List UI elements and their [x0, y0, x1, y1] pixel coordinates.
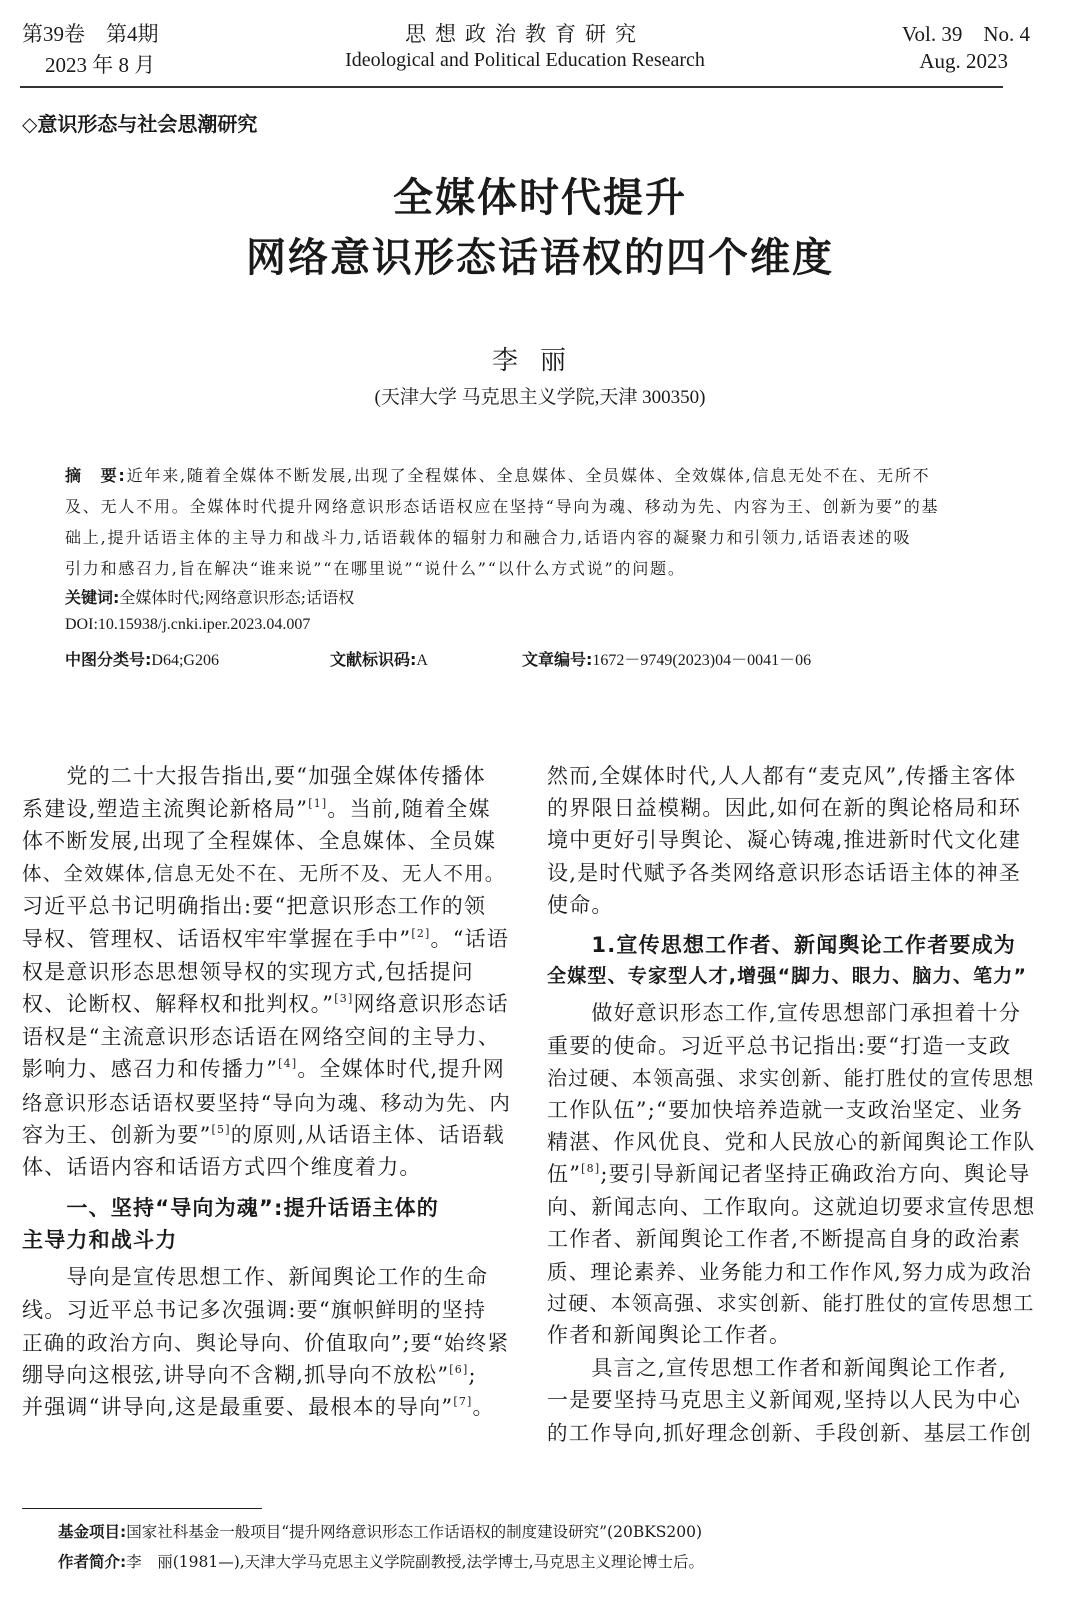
body-text-line	[547, 1352, 1007, 1382]
body-text-line	[22, 890, 486, 920]
article-title-line-2: 网络意识形态话语权的四个维度	[246, 235, 834, 281]
date-cn: 2023 年 8 月	[45, 53, 156, 77]
line-text: 具言之,宣传思想工作者和新闻舆论工作者,	[547, 1355, 1007, 1380]
bio-label: 作者简介:	[58, 1553, 127, 1571]
line-text: 工作者、新闻舆论工作者,不断提高自身的政治素	[547, 1226, 1022, 1251]
body-text-line	[22, 1086, 511, 1116]
line-text-after-citation: 的原则,从话语主体、话语载	[230, 1122, 506, 1147]
volume-issue-en: Vol. 39 No. 4	[902, 22, 1030, 46]
citation-ref: [1]	[308, 796, 328, 810]
line-text: 重要的使命。习近平总书记指出:要“打造一支政	[547, 1033, 1012, 1058]
line-text-after-citation: 。“话语	[430, 927, 510, 951]
line-text: 做好意识形态工作,宣传思想部门承担着十分	[547, 1001, 1022, 1026]
line-text: 正确的政治方向、舆论导向、价值取向”;要“始终紧	[22, 1331, 510, 1356]
line-text: 作者和新闻舆论工作者。	[547, 1323, 792, 1348]
line-text-after-citation: 。	[472, 1395, 495, 1420]
volume-issue-cn: 第39卷 第4期	[22, 22, 159, 46]
body-text-line	[22, 1053, 505, 1083]
body-text-line	[22, 825, 496, 855]
body-text-line	[547, 857, 1021, 887]
line-text: 容为王、创新为要”	[22, 1122, 212, 1147]
line-text: 权、论断权、解释权和批判权。”	[22, 992, 335, 1017]
line-text: 语权是“主流意识形态话语在网络空间的主导力、	[22, 1024, 501, 1049]
line-text: 导向是宣传思想工作、新闻舆论工作的生命	[22, 1265, 489, 1289]
article-no-label: 文章编号:	[522, 650, 593, 669]
line-text: 党的二十大报告指出,要“加强全媒体传播体	[22, 764, 486, 788]
citation-ref: [6]	[449, 1362, 469, 1376]
line-text-after-citation: 网络意识形态话	[353, 992, 509, 1017]
footnote-bio	[58, 1550, 704, 1572]
abstract-line: 及、无人不用。全媒体时代提升网络意识形态话语权应在坚持“导向为魂、移动为先、内容为王、创新为要”的基	[65, 497, 940, 516]
body-text-line	[22, 1294, 486, 1324]
citation-ref: [2]	[411, 927, 431, 940]
body-text-line	[547, 1030, 1011, 1060]
citation-ref: [5]	[211, 1122, 231, 1136]
line-text: 全媒型、专家型人才,增强“脚力、眼力、脑力、笔力”	[547, 965, 1028, 988]
body-text-line	[547, 1416, 1032, 1446]
body-text-line	[547, 1384, 1021, 1414]
body-text-line	[547, 889, 614, 919]
body-text-line	[22, 923, 509, 953]
header-rule	[20, 86, 1003, 88]
line-text: 境中更好引导舆论、凝心铸魂,推进新时代文化建	[547, 828, 1022, 853]
section-heading-line	[22, 1224, 177, 1254]
body-text-line	[547, 1158, 1030, 1188]
body-text-line	[547, 1255, 1032, 1285]
line-text: 质、理论素养、业务能力和工作作风,努力成为政治	[547, 1260, 1033, 1284]
line-text: 影响力、感召力和传播力”	[22, 1057, 279, 1082]
body-text-line	[547, 1191, 1035, 1221]
body-text-line	[22, 1021, 500, 1051]
line-text: 治过硬、本领高强、求实创新、能打胜仗的宣传思想	[547, 1065, 1035, 1090]
journal-title-cn: 思想政治教育研究	[405, 22, 645, 46]
body-text-line	[547, 1287, 1035, 1316]
classification-article-no	[522, 647, 811, 670]
line-text: 权是意识形态思想领导权的实现方式,包括提问	[22, 959, 474, 984]
line-text: 导权、管理权、话语权牢牢掌握在手中”	[22, 927, 412, 951]
body-text-line	[22, 956, 474, 986]
author-affiliation: (天津大学 马克思主义学院,天津 300350)	[374, 387, 706, 408]
body-text-line	[22, 1261, 488, 1291]
body-text-line	[547, 1126, 1035, 1156]
line-text: 的工作导向,抓好理念创新、手段创新、基层工作创	[547, 1421, 1033, 1445]
section-label: ◇意识形态与社会思潮研究	[22, 112, 258, 136]
doc-code-label: 文献标识码:	[330, 650, 417, 669]
line-text: 设,是时代赋予各类网络意识形态话语主体的神圣	[547, 860, 1022, 885]
citation-ref: [8]	[581, 1162, 601, 1176]
body-text-line	[547, 1223, 1021, 1253]
line-text-after-citation: 。当前,随着全媒	[327, 796, 491, 821]
line-text: 向、新闻志向、工作取向。这就迫切要求宣传思想	[547, 1194, 1036, 1219]
abstract-line: 础上,提升话语主体的主导力和战斗力,话语载体的辐射力和融合力,话语内容的凝聚力和引领力,话语表述的吸	[65, 528, 912, 547]
line-text: 体不断发展,出现了全程媒体、全息媒体、全员媒	[22, 829, 497, 854]
body-text-line	[547, 1319, 791, 1349]
clc-value: D64;G206	[151, 652, 219, 669]
clc-label: 中图分类号:	[65, 650, 152, 669]
line-text: 线。习近平总书记多次强调:要“旗帜鲜明的坚持	[22, 1297, 487, 1322]
article-no-value: 1672－9749(2023)04－0041－06	[592, 652, 812, 669]
doi: DOI:10.15938/j.cnki.iper.2023.04.007	[65, 616, 311, 633]
keywords-value: 全媒体时代;网络意识形态;话语权	[119, 588, 355, 607]
body-text-line	[547, 792, 1021, 822]
citation-ref: [4]	[278, 1057, 298, 1071]
body-text-line	[22, 1326, 509, 1356]
keywords-label: 关键词:	[65, 588, 120, 607]
line-text: 精湛、作风优良、党和人民放心的新闻舆论工作队	[547, 1130, 1036, 1155]
line-text-after-citation: ;	[468, 1362, 477, 1387]
classification-doc-code	[330, 647, 428, 670]
abstract-line	[65, 463, 930, 486]
line-text: 过硬、本领高强、求实创新、能打胜仗的宣传思想工	[547, 1291, 1035, 1316]
body-text-line	[547, 997, 1021, 1027]
line-text: 并强调“讲导向,这是最重要、最根本的导向”	[22, 1395, 454, 1420]
line-text: 习近平总书记明确指出:要“把意识形态工作的领	[22, 894, 487, 919]
line-text: 一是要坚持马克思主义新闻观,坚持以人民为中心	[547, 1387, 1022, 1412]
line-text: 络意识形态话语权要坚持“导向为魂、移动为先、内	[22, 1091, 512, 1115]
section-heading-line	[547, 961, 1027, 988]
citation-ref: [7]	[453, 1395, 473, 1409]
line-text-after-citation: 。全媒体时代,提升网	[297, 1057, 506, 1082]
author-name: 李丽	[491, 346, 588, 375]
line-text: 主导力和战斗力	[22, 1228, 178, 1253]
body-text-line	[547, 824, 1021, 854]
article-title-line-1: 全媒体时代提升	[393, 175, 687, 221]
footnote-rule	[22, 1508, 262, 1509]
fund-value: 国家社科基金一般项目“提升网络意识形态工作话语权的制度建设研究”(20BKS200)	[126, 1523, 703, 1541]
body-text-line	[22, 1151, 422, 1181]
line-text: 系建设,塑造主流舆论新格局”	[22, 796, 309, 821]
classification-clc	[65, 647, 219, 670]
citation-ref: [3]	[334, 992, 354, 1006]
doc-code-value: A	[416, 652, 428, 669]
line-text: 然而,全媒体时代,人人都有“麦克风”,传播主客体	[547, 764, 1017, 788]
line-text: 伍”	[547, 1162, 582, 1187]
line-text: 工作队伍”;“要加快培养造就一支政治坚定、业务	[547, 1098, 1024, 1122]
line-text: 一、坚持“导向为魂”:提升话语主体的	[22, 1195, 439, 1220]
body-text-line	[547, 1094, 1023, 1124]
fund-label: 基金项目:	[58, 1523, 127, 1541]
body-text-line	[22, 1391, 495, 1421]
line-text: 使命。	[547, 892, 614, 917]
abstract-line: 引力和感召力,旨在解决“谁来说”“在哪里说”“说什么”“以什么方式说”的问题。	[65, 559, 686, 578]
abstract-text: 近年来,随着全媒体不断发展,出现了全程媒体、全息媒体、全员媒体、全效媒体,信息无处不在、无所不	[126, 466, 931, 485]
line-text: 绷导向这根弦,讲导向不含糊,抓导向不放松”	[22, 1362, 450, 1387]
body-text-line	[22, 793, 491, 823]
body-text-line	[547, 760, 1016, 790]
date-en: Aug. 2023	[919, 49, 1008, 73]
line-text: 体、话语内容和话语方式四个维度着力。	[22, 1155, 422, 1180]
bio-value: 李 丽(1981—),天津大学马克思主义学院副教授,法学博士,马克思主义理论博士后。	[126, 1553, 705, 1571]
footnote-fund	[58, 1520, 702, 1542]
body-text-line	[547, 1062, 1035, 1091]
keywords	[65, 585, 354, 608]
line-text: 体、全效媒体,信息无处不在、无所不及、无人不用。	[22, 861, 506, 885]
body-text-line	[22, 858, 506, 886]
journal-title-en: Ideological and Political Education Research	[345, 49, 705, 71]
body-text-line	[22, 1119, 505, 1149]
abstract-label: 摘 要:	[65, 466, 127, 485]
body-text-line	[22, 760, 486, 790]
body-text-line	[22, 988, 509, 1018]
line-text: 的界限日益模糊。因此,如何在新的舆论格局和环	[547, 796, 1022, 821]
line-text: 1.宣传思想工作者、新闻舆论工作者要成为	[547, 933, 1016, 957]
section-heading-line	[22, 1192, 439, 1222]
line-text-after-citation: ;要引导新闻记者坚持正确政治方向、舆论导	[600, 1162, 1031, 1187]
body-text-line	[22, 1359, 477, 1389]
section-heading-line	[547, 929, 1016, 959]
